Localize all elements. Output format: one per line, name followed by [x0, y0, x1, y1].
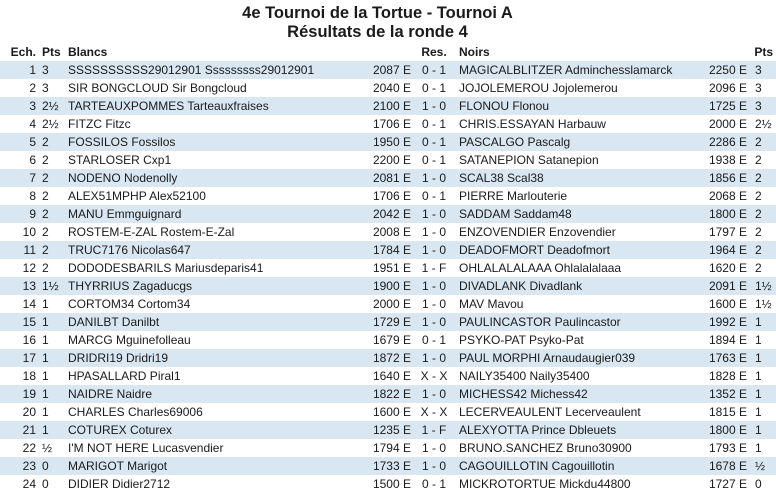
board-number: 23	[0, 457, 40, 475]
black-player: SADDAM Saddam48	[453, 205, 705, 223]
black-points: 2	[751, 187, 776, 205]
white-player: STARLOSER Cxp1	[62, 151, 363, 169]
black-points: 1	[751, 439, 776, 457]
game-result: 1 - 0	[415, 439, 453, 457]
black-points: 1	[751, 331, 776, 349]
white-player: THYRRIUS Zagaducgs	[62, 277, 363, 295]
board-number: 16	[0, 331, 40, 349]
white-rating: 1600 E	[363, 403, 415, 421]
white-player: HPASALLARD Piral1	[62, 367, 363, 385]
table-row	[0, 151, 776, 169]
col-header-black-elo	[705, 43, 751, 61]
white-rating: 2042 E	[363, 205, 415, 223]
white-player: COTUREX Coturex	[62, 421, 363, 439]
game-result: X - X	[415, 367, 453, 385]
black-player: PAULINCASTOR Paulincastor	[453, 313, 705, 331]
page-subtitle: Résultats de la ronde 4	[287, 23, 468, 41]
black-points: ½	[751, 457, 776, 475]
board-number: 2	[0, 79, 40, 97]
black-rating: 1793 E	[705, 439, 751, 457]
white-points: 3	[40, 79, 62, 97]
table-row	[0, 439, 776, 457]
white-points: 1	[40, 295, 62, 313]
white-rating: 1900 E	[363, 277, 415, 295]
table-row	[0, 259, 776, 277]
black-points: 2	[751, 241, 776, 259]
board-number: 19	[0, 385, 40, 403]
white-player: DODODESBARILS Mariusdeparis41	[62, 259, 363, 277]
game-result: 1 - 0	[415, 349, 453, 367]
white-player: SIR BONGCLOUD Sir Bongcloud	[62, 79, 363, 97]
table-row	[0, 169, 776, 187]
table-row	[0, 187, 776, 205]
white-points: 1	[40, 403, 62, 421]
black-points: 1	[751, 421, 776, 439]
white-rating: 1733 E	[363, 457, 415, 475]
board-number: 6	[0, 151, 40, 169]
black-rating: 1600 E	[705, 295, 751, 313]
white-player: MANU Emmguignard	[62, 205, 363, 223]
black-rating: 1828 E	[705, 367, 751, 385]
white-player: NAIDRE Naidre	[62, 385, 363, 403]
black-rating: 1800 E	[705, 205, 751, 223]
table-row	[0, 133, 776, 151]
table-row	[0, 349, 776, 367]
game-result: 1 - 0	[415, 277, 453, 295]
table-row	[0, 277, 776, 295]
white-rating: 2087 E	[363, 61, 415, 79]
black-rating: 1894 E	[705, 331, 751, 349]
black-rating: 1727 E	[705, 475, 751, 493]
black-rating: 1800 E	[705, 421, 751, 439]
black-player: OHLALALALAAA Ohlalalalaaa	[453, 259, 705, 277]
white-points: 3	[40, 61, 62, 79]
white-points: 2	[40, 151, 62, 169]
black-rating: 1620 E	[705, 259, 751, 277]
board-number: 4	[0, 115, 40, 133]
game-result: 0 - 1	[415, 331, 453, 349]
table-row	[0, 385, 776, 403]
white-points: 2	[40, 205, 62, 223]
white-points: 1	[40, 421, 62, 439]
black-points: 2	[751, 133, 776, 151]
game-result: 0 - 1	[415, 151, 453, 169]
col-header-black-pts: Pts	[754, 45, 773, 59]
white-points: 1	[40, 349, 62, 367]
board-number: 17	[0, 349, 40, 367]
game-result: 0 - 1	[415, 133, 453, 151]
game-result: 1 - 0	[415, 205, 453, 223]
results-table	[0, 43, 776, 493]
board-number: 12	[0, 259, 40, 277]
black-player: JOJOLEMEROU Jojolemerou	[453, 79, 705, 97]
black-rating: 2091 E	[705, 277, 751, 295]
black-player: PASCALGO Pascalg	[453, 133, 705, 151]
table-row	[0, 61, 776, 79]
game-result: 0 - 1	[415, 115, 453, 133]
white-player: SSSSSSSSSS29012901 Sssssssss29012901	[62, 61, 363, 79]
black-points: 2	[751, 205, 776, 223]
white-points: 1	[40, 331, 62, 349]
white-rating: 1951 E	[363, 259, 415, 277]
black-rating: 1678 E	[705, 457, 751, 475]
table-row	[0, 295, 776, 313]
game-result: 1 - F	[415, 421, 453, 439]
col-header-result: Res.	[421, 45, 447, 59]
black-player: NAILY35400 Naily35400	[453, 367, 705, 385]
white-rating: 2081 E	[363, 169, 415, 187]
black-player: CHRIS.ESSAYAN Harbauw	[453, 115, 705, 133]
white-player: I'M NOT HERE Lucasvendier	[62, 439, 363, 457]
white-points: 1	[40, 385, 62, 403]
black-rating: 2250 E	[705, 61, 751, 79]
white-points: 1½	[40, 277, 62, 295]
black-player: PIERRE Marlouterie	[453, 187, 705, 205]
black-rating: 1797 E	[705, 223, 751, 241]
black-rating: 1763 E	[705, 349, 751, 367]
game-result: 1 - 0	[415, 457, 453, 475]
black-player: DIVADLANK Divadlank	[453, 277, 705, 295]
white-player: CHARLES Charles69006	[62, 403, 363, 421]
black-player: CAGOUILLOTIN Cagouillotin	[453, 457, 705, 475]
white-rating: 2200 E	[363, 151, 415, 169]
game-result: 0 - 1	[415, 475, 453, 493]
white-rating: 1822 E	[363, 385, 415, 403]
game-result: 1 - F	[415, 259, 453, 277]
white-player: FITZC Fitzc	[62, 115, 363, 133]
white-rating: 2000 E	[363, 295, 415, 313]
black-player: ALEXYOTTA Prince Dbleuets	[453, 421, 705, 439]
white-points: 2½	[40, 115, 62, 133]
white-rating: 1784 E	[363, 241, 415, 259]
white-player: DANILBT Danilbt	[62, 313, 363, 331]
black-rating: 1815 E	[705, 403, 751, 421]
white-rating: 1235 E	[363, 421, 415, 439]
game-result: 1 - 0	[415, 169, 453, 187]
black-player: MICKROTORTUE Mickdu44800	[453, 475, 705, 493]
board-number: 13	[0, 277, 40, 295]
table-row	[0, 205, 776, 223]
game-result: 1 - 0	[415, 241, 453, 259]
black-points: 1	[751, 367, 776, 385]
white-points: 1	[40, 367, 62, 385]
black-rating: 2096 E	[705, 79, 751, 97]
black-player: BRUNO.SANCHEZ Bruno30900	[453, 439, 705, 457]
white-points: 0	[40, 457, 62, 475]
black-rating: 1725 E	[705, 97, 751, 115]
black-player: LECERVEAULENT Lecerveaulent	[453, 403, 705, 421]
black-rating: 1964 E	[705, 241, 751, 259]
white-player: FOSSILOS Fossilos	[62, 133, 363, 151]
board-number: 5	[0, 133, 40, 151]
board-number: 7	[0, 169, 40, 187]
table-row	[0, 475, 776, 493]
game-result: 1 - 0	[415, 385, 453, 403]
black-player: PSYKO-PAT Psyko-Pat	[453, 331, 705, 349]
black-rating: 2000 E	[705, 115, 751, 133]
black-points: 2	[751, 259, 776, 277]
black-points: 0	[751, 475, 776, 493]
white-rating: 1679 E	[363, 331, 415, 349]
white-rating: 1706 E	[363, 115, 415, 133]
black-points: 2	[751, 223, 776, 241]
table-row	[0, 331, 776, 349]
board-number: 11	[0, 241, 40, 259]
black-points: 1½	[751, 277, 776, 295]
col-header-pts: Pts	[42, 45, 61, 59]
black-player: DEADOFMORT Deadofmort	[453, 241, 705, 259]
table-row	[0, 367, 776, 385]
black-player: MAGICALBLITZER Adminchesslamarck	[453, 61, 705, 79]
white-points: 2	[40, 133, 62, 151]
game-result: 1 - 0	[415, 97, 453, 115]
board-number: 10	[0, 223, 40, 241]
white-player: TRUC7176 Nicolas647	[62, 241, 363, 259]
white-points: 2½	[40, 97, 62, 115]
black-points: 2	[751, 169, 776, 187]
table-row	[0, 313, 776, 331]
col-header-white: Blancs	[68, 45, 108, 59]
board-number: 18	[0, 367, 40, 385]
white-points: 1	[40, 313, 62, 331]
white-rating: 1500 E	[363, 475, 415, 493]
white-rating: 1794 E	[363, 439, 415, 457]
table-body	[0, 61, 776, 493]
black-player: PAUL MORPHI Arnaudaugier039	[453, 349, 705, 367]
game-result: 0 - 1	[415, 79, 453, 97]
board-number: 15	[0, 313, 40, 331]
board-number: 24	[0, 475, 40, 493]
black-rating: 1352 E	[705, 385, 751, 403]
table-row	[0, 421, 776, 439]
black-player: SCAL38 Scal38	[453, 169, 705, 187]
page-title: 4e Tournoi de la Tortue - Tournoi A	[242, 4, 513, 22]
table-row	[0, 223, 776, 241]
board-number: 14	[0, 295, 40, 313]
black-points: 2	[751, 151, 776, 169]
col-header-black: Noirs	[459, 45, 490, 59]
white-rating: 1950 E	[363, 133, 415, 151]
board-number: 3	[0, 97, 40, 115]
board-number: 20	[0, 403, 40, 421]
white-rating: 2100 E	[363, 97, 415, 115]
black-rating: 1992 E	[705, 313, 751, 331]
black-points: 3	[751, 79, 776, 97]
black-points: 1	[751, 385, 776, 403]
white-points: 2	[40, 223, 62, 241]
black-points: 2½	[751, 115, 776, 133]
white-rating: 1729 E	[363, 313, 415, 331]
white-player: ROSTEM-E-ZAL Rostem-E-Zal	[62, 223, 363, 241]
game-result: 0 - 1	[415, 187, 453, 205]
black-player: ENZOVENDIER Enzovendier	[453, 223, 705, 241]
board-number: 21	[0, 421, 40, 439]
white-points: 2	[40, 169, 62, 187]
board-number: 9	[0, 205, 40, 223]
white-player: NODENO Nodenolly	[62, 169, 363, 187]
black-rating: 1856 E	[705, 169, 751, 187]
table-row	[0, 457, 776, 475]
table-row	[0, 79, 776, 97]
black-points: 1	[751, 403, 776, 421]
table-row	[0, 115, 776, 133]
white-player: MARIGOT Marigot	[62, 457, 363, 475]
white-player: DRIDRI19 Dridri19	[62, 349, 363, 367]
black-player: FLONOU Flonou	[453, 97, 705, 115]
black-player: SATANEPION Satanepion	[453, 151, 705, 169]
game-result: 1 - 0	[415, 295, 453, 313]
black-points: 3	[751, 97, 776, 115]
board-number: 8	[0, 187, 40, 205]
table-row	[0, 241, 776, 259]
black-player: MICHESS42 Michess42	[453, 385, 705, 403]
table-row	[0, 403, 776, 421]
table-row	[0, 97, 776, 115]
black-points: 3	[751, 61, 776, 79]
black-points: 1½	[751, 295, 776, 313]
white-points: ½	[40, 439, 62, 457]
game-result: 1 - 0	[415, 223, 453, 241]
white-player: DIDIER Didier2712	[62, 475, 363, 493]
black-points: 1	[751, 349, 776, 367]
game-result: 0 - 1	[415, 61, 453, 79]
white-points: 2	[40, 259, 62, 277]
white-rating: 1640 E	[363, 367, 415, 385]
white-rating: 1872 E	[363, 349, 415, 367]
black-player: MAV Mavou	[453, 295, 705, 313]
black-points: 1	[751, 313, 776, 331]
white-player: TARTEAUXPOMMES Tarteauxfraises	[62, 97, 363, 115]
white-player: ALEX51MPHP Alex52100	[62, 187, 363, 205]
white-player: CORTOM34 Cortom34	[62, 295, 363, 313]
black-rating: 2286 E	[705, 133, 751, 151]
white-player: MARCG Mguinefolleau	[62, 331, 363, 349]
black-rating: 1938 E	[705, 151, 751, 169]
col-header-white-elo	[363, 43, 415, 61]
white-rating: 2008 E	[363, 223, 415, 241]
game-result: 1 - 0	[415, 313, 453, 331]
white-rating: 1706 E	[363, 187, 415, 205]
white-points: 2	[40, 187, 62, 205]
table-header-row	[0, 43, 776, 61]
board-number: 22	[0, 439, 40, 457]
black-rating: 2068 E	[705, 187, 751, 205]
white-points: 2	[40, 241, 62, 259]
white-points: 0	[40, 475, 62, 493]
game-result: X - X	[415, 403, 453, 421]
board-number: 1	[0, 61, 40, 79]
col-header-board: Ech.	[10, 45, 36, 59]
white-rating: 2040 E	[363, 79, 415, 97]
